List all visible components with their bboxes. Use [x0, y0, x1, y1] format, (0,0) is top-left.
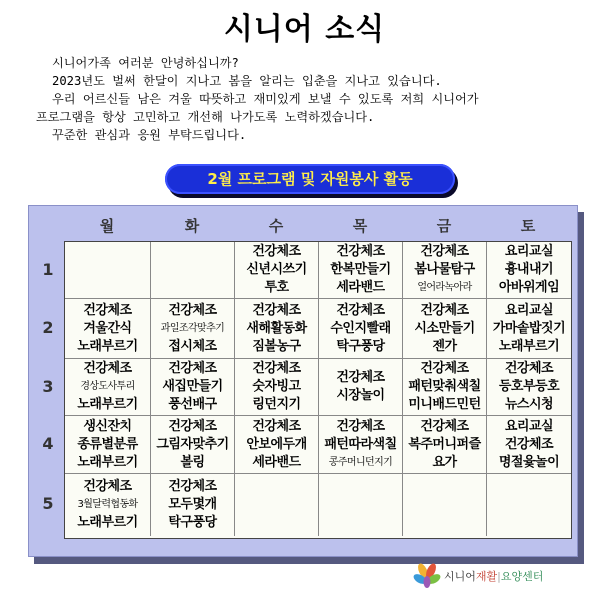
- activity-label: 건강체조: [83, 361, 132, 376]
- week-number: 4: [42, 434, 54, 453]
- activity-label: 수인지빨래: [330, 320, 391, 336]
- logo-name-part1: 시니어: [444, 570, 476, 583]
- logo-separator: |: [497, 570, 501, 583]
- activity-label: 접시체조: [168, 338, 217, 354]
- activity-label: 종류별분류: [77, 436, 138, 452]
- activity-label: 건강체조: [252, 418, 301, 434]
- schedule-cell: [487, 299, 571, 359]
- schedule-cell: [487, 416, 571, 474]
- activity-label: 투호: [264, 280, 289, 295]
- activity-label: 건강체조: [252, 302, 301, 318]
- activity-label: 시소만들기: [414, 320, 475, 336]
- schedule-cell: [65, 299, 151, 359]
- activity-label: 요가: [432, 454, 457, 470]
- activity-label: 건강체조: [504, 361, 554, 376]
- schedule-cell: [65, 416, 151, 474]
- activity-label: 탁구풍당: [168, 515, 217, 530]
- schedule-cell: [65, 359, 151, 416]
- day-header: 토: [520, 217, 536, 235]
- activity-label: 새해활동화: [246, 320, 307, 336]
- activity-label: 모두몇개: [168, 497, 217, 512]
- activity-label: 건강체조: [420, 244, 469, 259]
- activity-label: 겨울간식: [83, 320, 132, 336]
- schedule-cell: [65, 242, 151, 299]
- activity-label: 패턴따라색칠: [324, 436, 397, 452]
- activity-label: 건강체조: [168, 418, 217, 434]
- activity-label: 건강체조: [420, 418, 469, 434]
- activity-label: 건강체조: [252, 361, 301, 376]
- day-header: 수: [268, 217, 284, 235]
- activity-label: 요리교실: [504, 418, 554, 434]
- week-number: 5: [42, 494, 54, 513]
- activity-label: 노래부르기: [77, 515, 138, 530]
- activity-label: 풍선배구: [168, 397, 217, 412]
- activity-label: 링던지기: [252, 397, 301, 412]
- logo-name-part2: 재활: [475, 570, 498, 583]
- intro-line: 프로그램을 항상 고민하고 개선해 나가도록 노력하겠습니다.: [36, 110, 375, 124]
- schedule-cell: [319, 416, 403, 474]
- schedule-cell: [235, 474, 319, 536]
- activity-label: 미니배드민턴: [408, 397, 481, 412]
- activity-label: 그림자맞추기: [156, 436, 229, 452]
- activity-label: 노래부르기: [77, 397, 138, 412]
- activity-label: 생신잔치: [83, 418, 132, 434]
- schedule-cell: [235, 416, 319, 474]
- activity-label: 건강체조: [168, 479, 217, 494]
- center-name: [444, 568, 543, 584]
- intro-line: 꾸준한 관심과 응원 부탁드립니다.: [52, 128, 247, 142]
- activity-label: 안보에두개: [246, 436, 307, 452]
- activity-label: 패턴맞춰색칠: [408, 379, 481, 394]
- activity-label: 신년시쓰기: [246, 262, 307, 277]
- activity-label: 아바위게임: [498, 280, 560, 295]
- schedule-cell: [403, 242, 487, 299]
- program-banner: 2월 프로그램 및 자원봉사 활동: [165, 164, 455, 194]
- activity-label: 건강체조: [336, 418, 385, 434]
- activity-label: 복주머니퍼즐: [408, 436, 481, 452]
- schedule-cell: [319, 242, 403, 299]
- week-number: 2: [42, 318, 54, 337]
- intro-line: 시니어가족 여러분 안녕하십니까?: [52, 56, 239, 70]
- schedule-cell: [65, 474, 151, 536]
- activity-label: 건강체조: [420, 302, 469, 318]
- activity-label: 건강체조: [504, 436, 554, 452]
- activity-label: 젠가: [432, 338, 457, 354]
- schedule-cell: [151, 416, 235, 474]
- activity-label: 건강체조: [252, 244, 301, 259]
- activity-label: 요리교실: [504, 244, 554, 259]
- schedule-cell: [319, 474, 403, 536]
- center-logo: [412, 562, 602, 590]
- logo-name-part3: 요양센터: [500, 570, 544, 583]
- schedule-cell: [403, 474, 487, 536]
- activity-label: 세라밴드: [252, 454, 301, 470]
- activity-label: 경상도사투리: [80, 381, 135, 392]
- schedule-cell: [403, 299, 487, 359]
- schedule-grid: [64, 241, 572, 539]
- activity-label: 봄나물탐구: [414, 262, 475, 277]
- week-number: 3: [42, 376, 54, 396]
- activity-label: 건강체조: [420, 361, 469, 376]
- activity-label: 탁구풍당: [336, 338, 385, 354]
- activity-label: 과일조각맞추기: [160, 322, 225, 334]
- activity-label: 건강체조: [83, 479, 132, 494]
- activity-label: 건강체조: [83, 302, 132, 318]
- page-title: 시니어 소식: [223, 12, 386, 47]
- activity-label: 볼링: [180, 454, 205, 470]
- activity-label: 한복만들기: [330, 262, 391, 277]
- schedule-cell: [151, 242, 235, 299]
- activity-label: 얼어라녹아라: [417, 282, 472, 293]
- schedule-cell: [487, 242, 571, 299]
- activity-label: 건강체조: [336, 302, 385, 318]
- week-number: 1: [42, 259, 54, 279]
- day-header: 금: [436, 217, 452, 235]
- schedule-cell: [235, 299, 319, 359]
- schedule-cell: [151, 299, 235, 359]
- schedule-cell: [403, 359, 487, 416]
- activity-label: 건강체조: [336, 244, 385, 259]
- activity-label: 뉴스시청: [504, 397, 554, 412]
- schedule-cell: [151, 359, 235, 416]
- activity-label: 요리교실: [504, 302, 554, 318]
- activity-label: 건강체조: [168, 302, 217, 318]
- activity-label: 노래부르기: [498, 338, 560, 354]
- activity-label: 새집만들기: [162, 379, 223, 394]
- activity-label: 흉내내기: [504, 262, 554, 277]
- activity-label: 3월달력협동화: [77, 499, 138, 510]
- day-header: 월: [99, 217, 115, 235]
- day-header: 화: [184, 217, 200, 235]
- day-header: 목: [352, 217, 368, 235]
- activity-label: 시장놀이: [336, 388, 385, 403]
- intro-line: 우리 어르신들 남은 겨울 따뜻하고 재미있게 보낼 수 있도록 저희 시니어가: [52, 92, 479, 106]
- activity-label: 세라밴드: [336, 280, 385, 295]
- schedule-cell: [403, 416, 487, 474]
- activity-label: 짐볼농구: [252, 338, 301, 354]
- activity-label: 노래부르기: [77, 454, 138, 470]
- schedule-cell: [319, 359, 403, 416]
- schedule-cell: [487, 474, 571, 536]
- intro-line: 2023년도 벌써 한달이 지나고 봄을 알리는 입춘을 지나고 있습니다.: [52, 74, 442, 88]
- schedule-cell: [487, 359, 571, 416]
- schedule-cell: [235, 242, 319, 299]
- activity-label: 건강체조: [336, 370, 385, 385]
- activity-label: 노래부르기: [77, 338, 138, 354]
- schedule-cell: [151, 474, 235, 536]
- schedule-cell: [235, 359, 319, 416]
- schedule-cell: [319, 299, 403, 359]
- intro-text: [38, 54, 583, 144]
- activity-label: 등호부등호: [498, 379, 560, 394]
- activity-label: 건강체조: [168, 361, 217, 376]
- activity-label: 콩주머니던지기: [328, 456, 393, 468]
- flower-logo-icon: [412, 562, 442, 590]
- activity-label: 명절윷놀이: [498, 454, 560, 470]
- activity-label: 숫자빙고: [252, 379, 301, 394]
- activity-label: 가마솥밥짓기: [492, 320, 566, 336]
